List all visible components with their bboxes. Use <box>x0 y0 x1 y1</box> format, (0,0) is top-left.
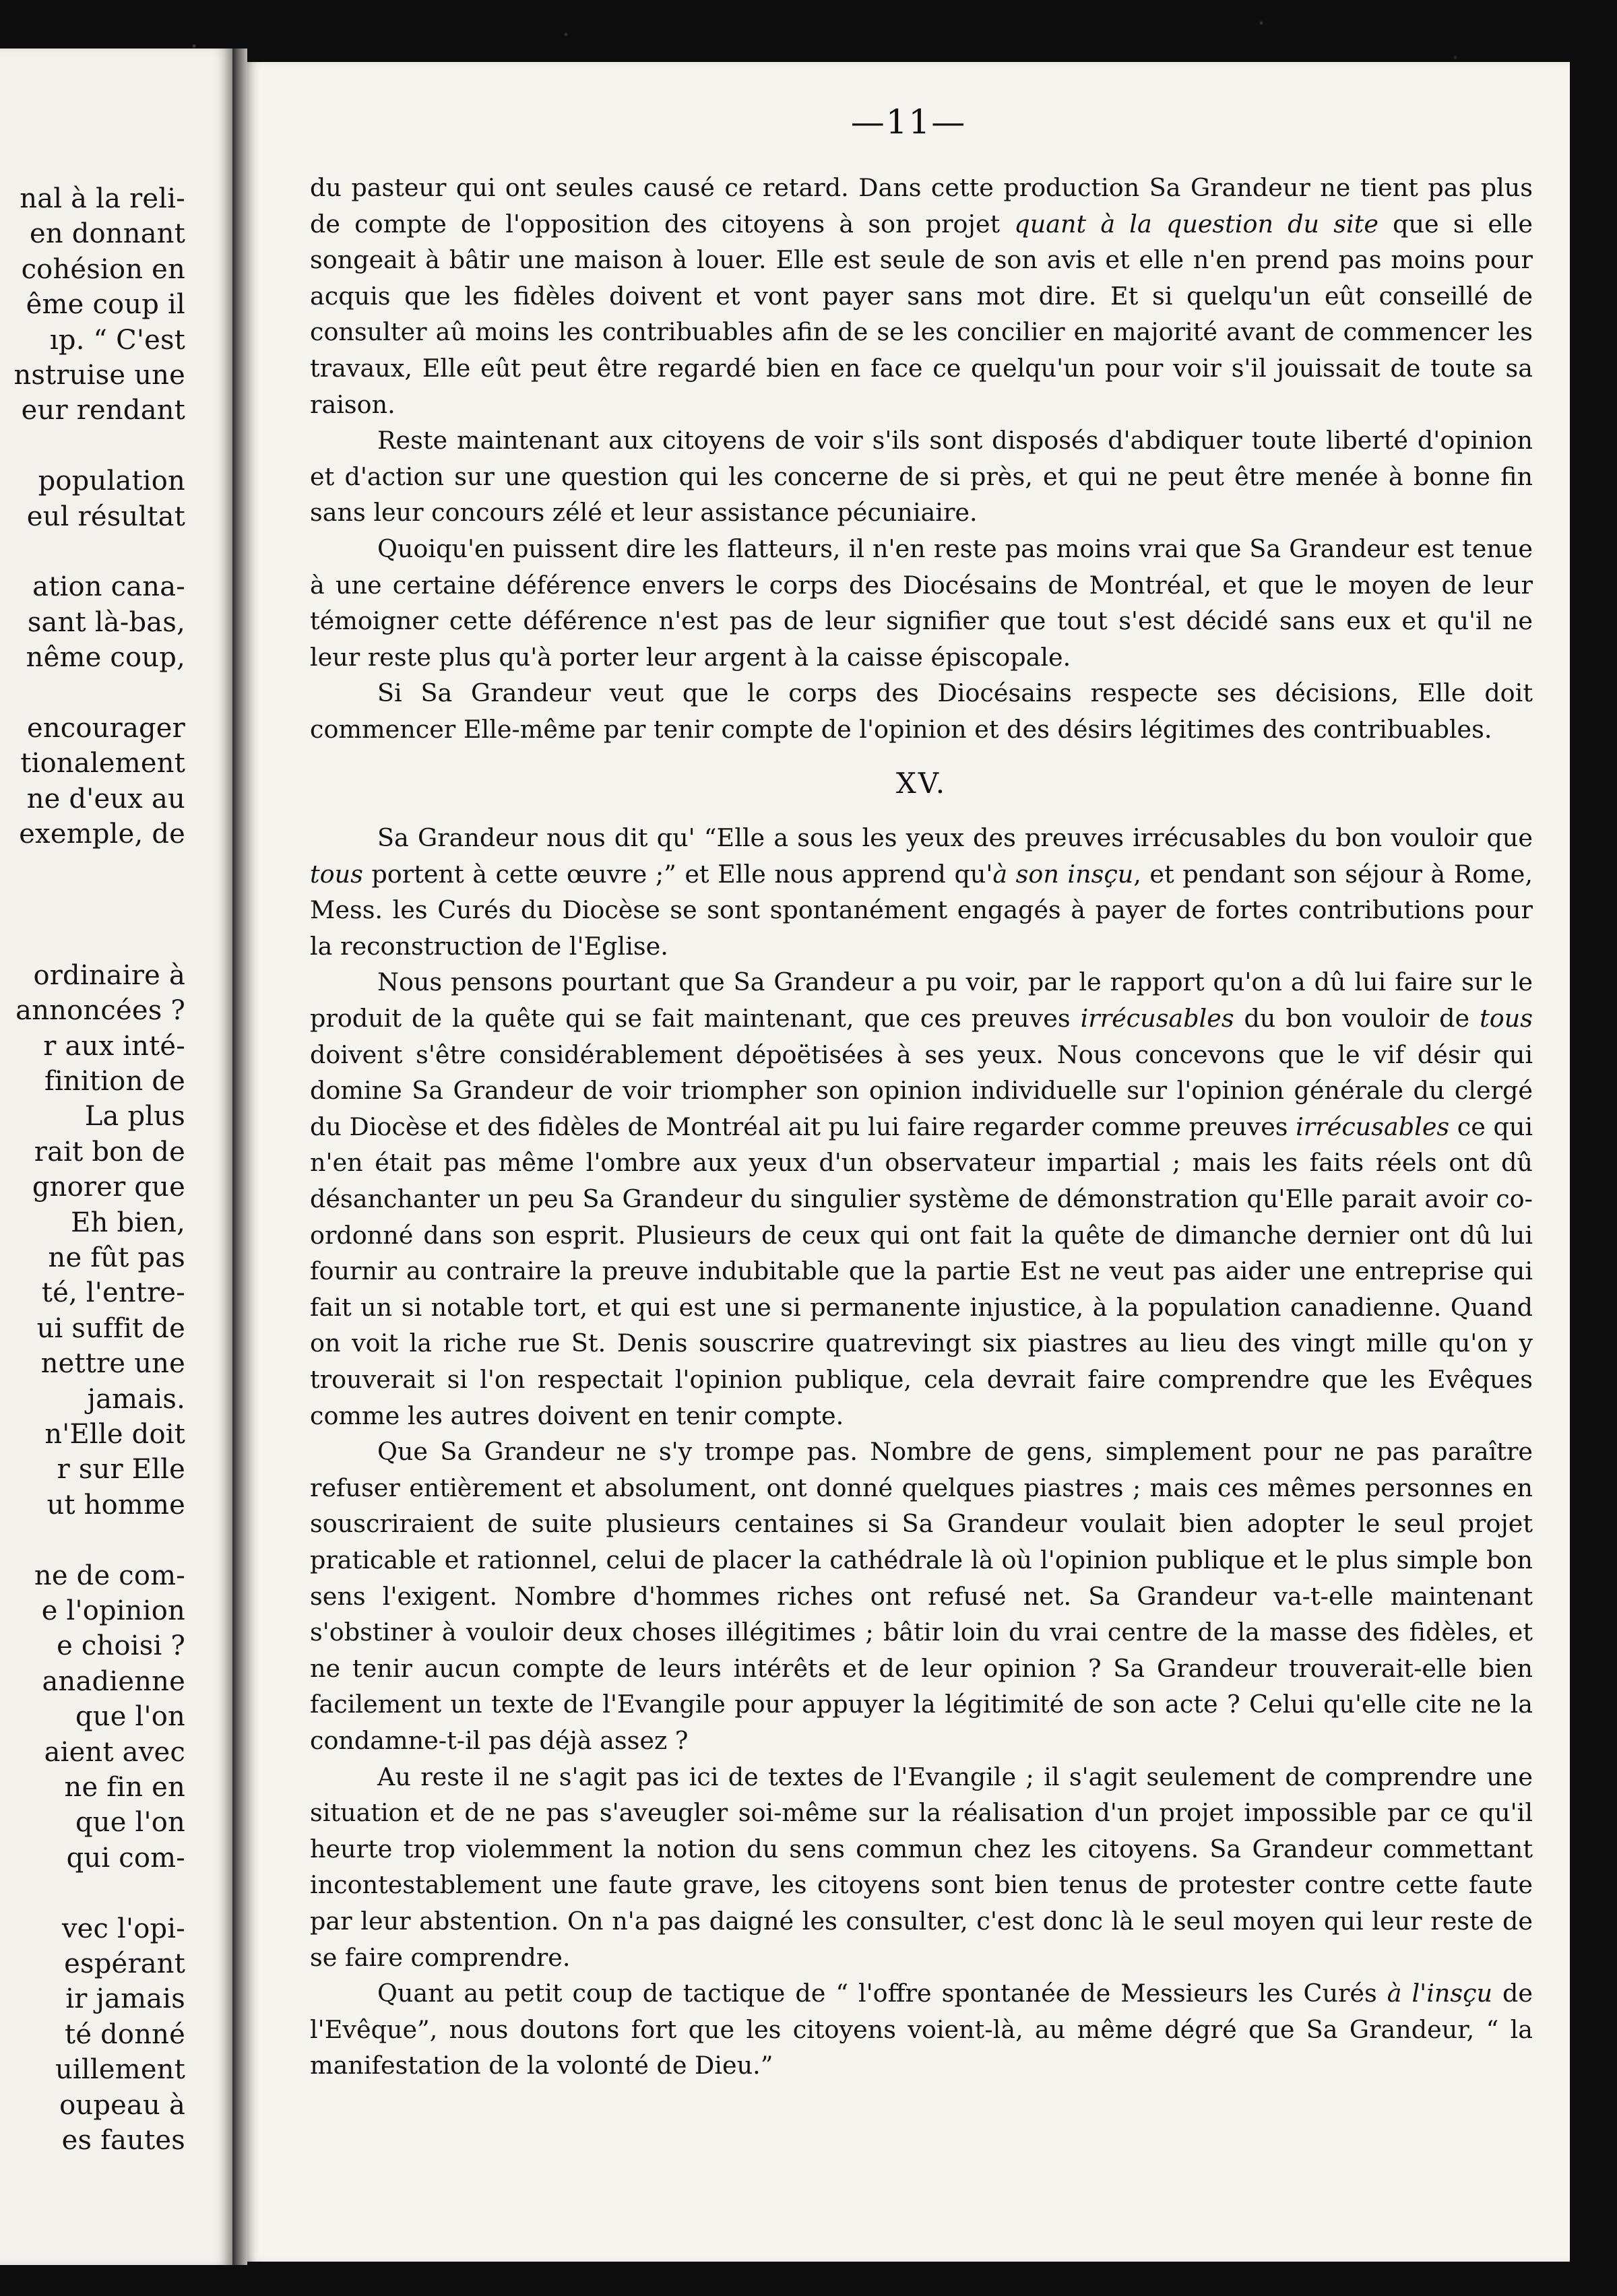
left-page-fragment: cohésion en <box>21 253 185 285</box>
left-page-fragment: gnorer que <box>32 1172 185 1203</box>
paragraph <box>310 1975 1533 2084</box>
left-page-fragment: ne de com- <box>34 1560 185 1591</box>
page-body <box>310 170 1533 2084</box>
text-run: Que Sa Grandeur ne s'y trompe pas. Nombre de gens, simplement pour ne pas paraître refuser entièrement et absolument, ont donné quelques piastres ; mais ces mêmes personnes en souscriraient de suite plusieurs centaines si Sa Grandeur voulait bien adopter le seul projet praticable et rationnel, celui de placer la cathédrale là où l'opinion publique et le plus simple bon sens l'exigent. Nombre d'hommes riches ont refusé net. Sa Grandeur va-t-elle maintenant s'obstiner à vouloir deux choses illégitimes ; bâtir loin du vrai centre de la masse des fidèles, et ne tenir aucun compte de leurs intérêts et de leur opinion ? Sa Grandeur trouverait-elle bien facilement un texte de l'Evangile pour appuyer la légitimité de son acte ? Celui qu'elle cite ne la condamne-t-il pas déjà assez ? <box>310 1437 1533 1755</box>
left-page-fragment: annoncées ? <box>15 995 185 1027</box>
italic-text: irrécusables <box>1080 1004 1234 1033</box>
left-page-fragment: r aux inté- <box>43 1030 185 1062</box>
italic-text: irrécusables <box>1296 1112 1450 1141</box>
left-page-fragment: rait bon de <box>34 1136 185 1168</box>
text-run: Sa Grandeur nous dit qu' “Elle a sous les yeux des preuves irrécusables du bon vouloir que <box>377 823 1533 853</box>
left-facing-page <box>0 49 232 2265</box>
paragraph <box>310 1759 1533 1976</box>
left-page-fragment: jamais. <box>87 1383 185 1415</box>
text-run: du pasteur qui ont seules causé ce retard. Dans cette production Sa Grandeur ne tient pas plus de compte de l'opposition des citoyens à son projet <box>310 173 1533 238</box>
left-page-fragment: Eh bien, <box>71 1207 185 1238</box>
left-page-fragment: n'Elle doit <box>44 1419 185 1450</box>
left-page-fragment: ut homme <box>46 1489 185 1521</box>
italic-text: quant à la question du site <box>1014 209 1378 238</box>
italic-text: tous <box>1480 1004 1533 1033</box>
paragraph <box>310 964 1533 1434</box>
left-page-fragment: en donnant <box>29 218 185 250</box>
book-gutter <box>232 49 247 2265</box>
left-page-fragment: nême coup, <box>26 642 185 674</box>
page-number: —11— <box>850 102 967 141</box>
left-page-fragment: ir jamais <box>65 1983 185 2015</box>
paragraph <box>310 1434 1533 1758</box>
paragraph <box>310 675 1533 747</box>
text-run: Quoiqu'en puissent dire les flatteurs, il n'en reste pas moins vrai que Sa Grandeur est tenue à une certaine déférence envers le corps des Diocésains de Montréal, et que le moyen de leur témoigner cette déférence n'est pas de leur signifier que tout s'est décidé sans eux et qu'il ne leur reste plus qu'à porter leur argent à la caisse épiscopale. <box>310 534 1533 672</box>
left-page-fragment: nettre une <box>40 1348 185 1380</box>
left-page-fragment: La plus <box>84 1101 185 1133</box>
left-page-fragment: e l'opinion <box>41 1595 185 1626</box>
left-page-fragment: anadienne <box>42 1665 185 1697</box>
left-page-fragment: finition de <box>44 1066 185 1097</box>
text-run: Si Sa Grandeur veut que le corps des Diocésains respecte ses décisions, Elle doit commencer Elle-même par tenir compte de l'opinion et des désirs légitimes des contribuables. <box>310 678 1533 744</box>
left-page-fragment: ême coup il <box>26 289 185 321</box>
text-run: XV. <box>895 766 947 800</box>
left-page-fragment: sant là-bas, <box>27 606 185 638</box>
left-page-fragment: oupeau à <box>59 2089 185 2121</box>
left-page-fragment: e choisi ? <box>57 1630 185 1662</box>
paragraph <box>310 820 1533 964</box>
left-page-fragment: exemple, de <box>19 819 185 850</box>
text-run: doivent s'être considérablement dépoëtisées à ses yeux. Nous concevons que le vif désir qui domine Sa Grandeur de voir triompher son opinion individuelle sur l'opinion générale du clergé du Diocèse et des fidèles de Montréal ait pu lui faire regarder comme preuves <box>310 1040 1533 1141</box>
left-page-fragment: aient avec <box>44 1736 185 1768</box>
document-page <box>247 62 1570 2262</box>
left-page-fragment: r sur Elle <box>57 1454 185 1486</box>
left-page-fragment: tionalement <box>20 748 185 779</box>
left-page-fragment: vec l'opi- <box>61 1913 185 1944</box>
left-page-fragment: nstruise une <box>13 360 185 391</box>
text-run: portent à cette œuvre ;” et Elle nous apprend qu' <box>362 859 993 889</box>
text-run: Quant au petit coup de tactique de “ l'offre spontanée de Messieurs les Curés <box>377 1979 1387 2008</box>
left-page-fragment: eur rendant <box>21 395 185 426</box>
text-run: de l'Evêque”, nous doutons fort que les citoyens voient-là, au même dégré que Sa Grandeur, “ la manifestation de la volonté de Dieu.” <box>310 1979 1533 2080</box>
text-run: ce qui n'en était pas même l'ombre aux yeux d'un observateur impartial ; mais les faits réels ont dû désanchanter un peu Sa Grandeur du singulier système de démonstration qu'Elle parait avoir co-ordonné dans son esprit. Plusieurs de ceux qui ont fait la quête de dimanche dernier ont dû lui fournir au contraire la preuve indubitable que la partie Est ne veut pas aider une entreprise qui fait un si notable tort, et qui est une si permanente injustice, à la population canadienne. Quand on voit la riche rue St. Denis souscrire quatrevingt six piastres au lieu des vingt mille qu'on y trouverait si l'on respectait l'opinion publique, cela devrait faire comprendre que les Evêques comme les autres doivent en tenir compte. <box>310 1112 1533 1430</box>
left-page-fragment: uillement <box>55 2054 185 2086</box>
text-run: , et pendant son séjour à Rome, Mess. les Curés du Diocèse se sont spontanément engagés à payer de fortes contributions pour la reconstruction de l'Eglise. <box>310 859 1533 961</box>
text-run: Au reste il ne s'agit pas ici de textes de l'Evangile ; il s'agit seulement de comprendre une situation et de ne pas s'aveugler soi-même sur la réalisation d'un projet impossible par ce qu'il heurte trop violemment la notion du sens commun chez les citoyens. Sa Grandeur commettant incontestablement une faute grave, les citoyens sont bien tenus de protester contre cette faute par leur abstention. On n'a pas daigné les consulter, c'est donc là le seul moyen qui leur reste de se faire comprendre. <box>310 1762 1533 1972</box>
text-run: que si elle songeait à bâtir une maison à louer. Elle est seule de son avis et elle n'en prend pas moins pour acquis que les fidèles doivent et vont payer sans mot dire. Et si quelqu'un eût conseillé de consulter aû moins les contribuables afin de se les concilier en majorité avant de commencer les travaux, Elle eût peut être regardé bien en face ce quelqu'un pour voir s'il jouissait de toute sa raison. <box>310 209 1533 419</box>
left-page-fragment: es fautes <box>61 2125 185 2156</box>
section-heading <box>310 765 1533 802</box>
left-page-fragment: ation cana- <box>32 571 185 603</box>
left-page-fragment: population <box>38 466 185 497</box>
left-page-fragment: té donné <box>65 2018 185 2050</box>
left-page-fragment: que l'on <box>75 1701 185 1733</box>
left-page-fragment: ne fin en <box>64 1772 185 1803</box>
italic-text: à l'insçu <box>1387 1979 1493 2008</box>
left-page-fragment: eul résultat <box>26 501 185 532</box>
paragraph <box>310 531 1533 675</box>
italic-text: à son insçu <box>992 859 1134 889</box>
left-page-fragment: qui com- <box>66 1842 185 1874</box>
left-page-fragment: que l'on <box>75 1807 185 1839</box>
left-page-fragment: ıp. “ C'est <box>49 324 185 356</box>
italic-text: tous <box>310 859 363 889</box>
text-run: du bon vouloir de <box>1234 1004 1480 1033</box>
text-run: Nous pensons pourtant que Sa Grandeur a pu voir, par le rapport qu'on a dû lui faire sur le produit de la quête qui se fait maintenant, que ces preuves <box>310 967 1533 1033</box>
paragraph <box>310 422 1533 531</box>
paragraph <box>310 170 1533 422</box>
left-page-fragment: ne d'eux au <box>26 783 185 815</box>
left-page-fragment: espérant <box>64 1948 185 1979</box>
left-page-fragment: encourager <box>26 713 185 744</box>
left-page-fragment: ordinaire à <box>33 959 185 991</box>
left-page-fragment: té, l'entre- <box>41 1277 185 1309</box>
left-page-fragment: ne fût pas <box>48 1242 185 1273</box>
text-run: Reste maintenant aux citoyens de voir s'ils sont disposés d'abdiquer toute liberté d'opinion et d'action sur une question qui les concerne de si près, et qui ne peut être menée à bonne fin sans leur concours zélé et leur assistance pécuniaire. <box>310 426 1533 528</box>
left-page-fragment: nal à la reli- <box>20 183 185 214</box>
left-page-fragment: ui suffit de <box>36 1312 185 1344</box>
